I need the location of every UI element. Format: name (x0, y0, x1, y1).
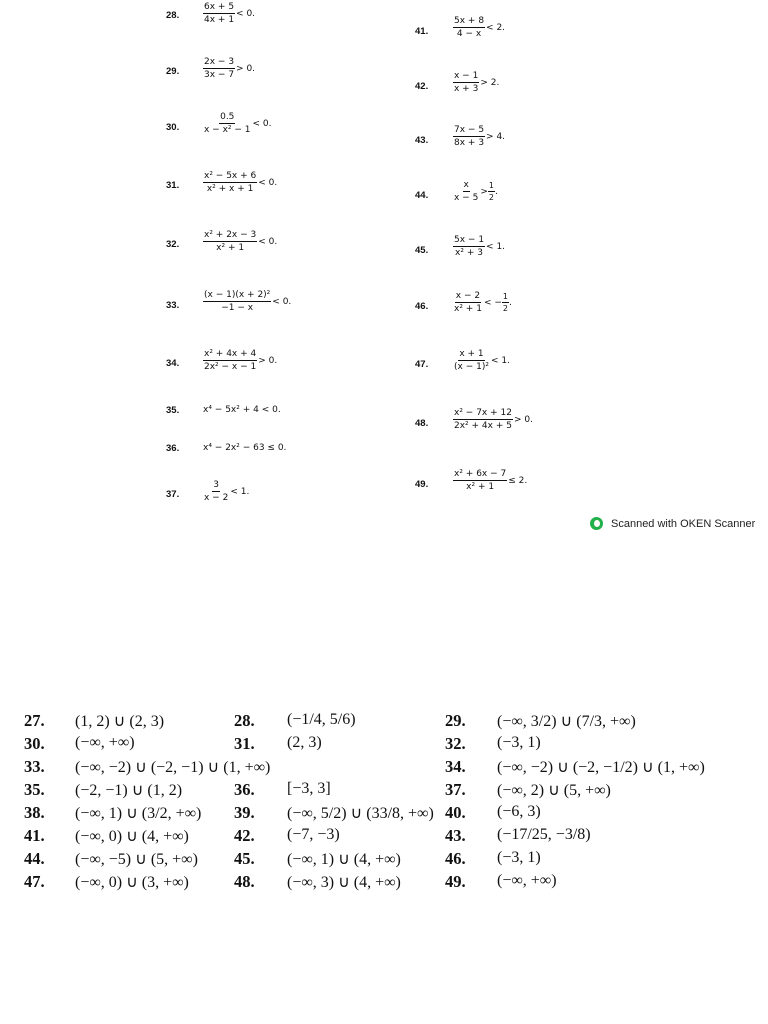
end-mark: . (508, 297, 512, 308)
fraction (453, 235, 485, 258)
relation: < − (483, 297, 502, 308)
problem-number: 42. (415, 81, 429, 92)
problem-number: 48. (415, 418, 429, 429)
answer-value: (−3, 1) (497, 734, 541, 751)
problem-number: 34. (166, 358, 180, 369)
denominator: (x − 1)² (454, 362, 489, 372)
denominator: 2x² − x − 1 (204, 362, 257, 372)
denominator: x² + 3 (455, 248, 483, 258)
problem-number: 31. (166, 180, 180, 191)
denominator: 2x² + 4x + 5 (454, 421, 512, 431)
inequality-33 (203, 290, 291, 313)
denominator: x − 2 (204, 493, 229, 503)
answer-number: 37. (445, 780, 466, 799)
inequality-43 (453, 125, 505, 148)
fraction (203, 112, 252, 135)
fraction (203, 171, 257, 194)
inequality-31 (203, 171, 277, 194)
fraction (453, 291, 483, 314)
numerator: x² − 7x + 12 (454, 408, 512, 418)
denominator: x² + 1 (466, 482, 495, 492)
answer-number: 41. (24, 826, 45, 845)
answer-value: (−17/25, −3/8) (497, 826, 591, 843)
problem-number: 49. (415, 479, 429, 490)
numerator: 1 (488, 181, 494, 190)
scanner-watermark (590, 517, 755, 530)
fraction (203, 2, 235, 25)
inequality-36: x⁴ − 2x² − 63 ≤ 0. (203, 443, 287, 453)
numerator: 5x + 8 (454, 16, 485, 26)
inequality-30 (203, 112, 272, 135)
fraction (203, 290, 271, 313)
fraction-rhs (502, 292, 509, 313)
inequality-28 (203, 2, 255, 25)
denominator: x − x² − 1 (204, 125, 251, 135)
inequality-42 (453, 71, 499, 94)
answer-number: 40. (445, 803, 466, 822)
answer-number: 43. (445, 826, 466, 845)
relation: > (480, 186, 488, 197)
answer-value: [−3, 3] (287, 780, 331, 797)
fraction (203, 480, 229, 503)
answer-value: (−∞, 5/2) ∪ (33/8, +∞) (287, 805, 434, 822)
numerator: 2x − 3 (204, 57, 235, 67)
relation: > 0. (513, 414, 533, 425)
numerator: x² + 6x − 7 (454, 469, 507, 479)
numerator: x − 2 (455, 291, 481, 301)
numerator: 6x + 5 (204, 2, 235, 12)
answer-number: 39. (234, 803, 255, 822)
answer-value: (1, 2) ∪ (2, 3) (75, 713, 165, 730)
answer-value: (−6, 3) (497, 803, 541, 820)
fraction-rhs (488, 181, 495, 202)
inequality-35: x⁴ − 5x² + 4 < 0. (203, 405, 281, 415)
problem-number: 45. (415, 245, 429, 256)
answer-value: (−∞, 3/2) ∪ (7/3, +∞) (497, 713, 636, 730)
problem-number: 43. (415, 135, 429, 146)
fraction (453, 71, 479, 94)
inequality-32 (203, 230, 277, 253)
denominator: 8x + 3 (454, 138, 485, 148)
answer-value: (−∞, +∞) (75, 734, 135, 751)
answer-value: (−∞, −2) ∪ (−2, −1/2) ∪ (1, +∞) (497, 759, 705, 776)
answer-number: 32. (445, 734, 466, 753)
numerator: x + 1 (459, 349, 484, 359)
answer-value: (−1/4, 5/6) (287, 711, 356, 728)
fraction (203, 349, 257, 372)
inequality-45 (453, 235, 505, 258)
inequality-49 (453, 469, 527, 492)
fraction (453, 349, 490, 372)
answer-number: 48. (234, 872, 255, 891)
problem-number: 35. (166, 405, 180, 416)
problem-number: 44. (415, 190, 429, 201)
answer-value: (−∞, 0) ∪ (4, +∞) (75, 828, 189, 845)
answer-value: (−2, −1) ∪ (1, 2) (75, 782, 183, 799)
inequality-46 (453, 291, 512, 314)
numerator: 3 (213, 480, 220, 490)
answer-number: 29. (445, 711, 466, 730)
denominator: 4x + 1 (204, 15, 235, 25)
answer-number: 35. (24, 780, 45, 799)
problem-number: 28. (166, 10, 180, 21)
numerator: (x − 1)(x + 2)² (204, 290, 271, 300)
answer-number: 45. (234, 849, 255, 868)
answer-value: (−∞, 2) ∪ (5, +∞) (497, 782, 611, 799)
answer-number: 49. (445, 872, 466, 891)
inequality-37 (203, 480, 249, 503)
denominator: x² + 1 (454, 304, 482, 314)
relation: < 0. (272, 296, 292, 307)
fraction (453, 408, 513, 431)
answer-value: (−∞, 0) ∪ (3, +∞) (75, 874, 189, 891)
numerator: 0.5 (220, 112, 235, 122)
denominator: −1 − x (221, 303, 254, 313)
problem-number: 46. (415, 301, 429, 312)
fraction (453, 125, 485, 148)
answer-value: (−∞, −2) ∪ (−2, −1) ∪ (1, +∞) (75, 759, 271, 776)
relation: < 0. (258, 236, 278, 247)
answer-number: 28. (234, 711, 255, 730)
relation: > 2. (480, 77, 500, 88)
relation: < 1. (490, 355, 510, 366)
denominator: 2 (488, 193, 494, 202)
inequality-34 (203, 349, 277, 372)
relation: < 0. (258, 177, 278, 188)
answer-number: 46. (445, 849, 466, 868)
answer-number: 27. (24, 711, 45, 730)
answer-value: (−∞, 3) ∪ (4, +∞) (287, 874, 401, 891)
inequality-48 (453, 408, 533, 431)
problem-number: 37. (166, 489, 180, 500)
end-mark: . (494, 186, 498, 197)
denominator: x² + 1 (216, 243, 245, 253)
answer-number: 30. (24, 734, 45, 753)
fraction (453, 16, 485, 39)
relation: < 1. (230, 486, 250, 497)
denominator: x − 5 (454, 193, 479, 203)
fraction (203, 57, 235, 80)
relation: < 2. (486, 22, 506, 33)
fraction (453, 469, 507, 492)
answer-number: 44. (24, 849, 45, 868)
relation: < 0. (252, 118, 272, 129)
answer-number: 42. (234, 826, 255, 845)
denominator: 3x − 7 (204, 70, 235, 80)
answer-value: (−∞, −5) ∪ (5, +∞) (75, 851, 198, 868)
numerator: 1 (502, 292, 508, 301)
fraction (203, 230, 257, 253)
oken-scanner-logo-icon (590, 517, 603, 530)
answer-value: (−∞, 1) ∪ (4, +∞) (287, 851, 401, 868)
relation: < 1. (486, 241, 506, 252)
numerator: x − 1 (454, 71, 479, 81)
numerator: 7x − 5 (454, 125, 485, 135)
scanner-label: Scanned with OKEN Scanner (611, 517, 756, 530)
answer-number: 36. (234, 780, 255, 799)
answer-number: 31. (234, 734, 255, 753)
problem-number: 32. (166, 239, 180, 250)
numerator: x² − 5x + 6 (204, 171, 257, 181)
answer-value: (−∞, +∞) (497, 872, 557, 889)
denominator: x + 3 (454, 84, 479, 94)
relation: > 0. (236, 63, 256, 74)
inequality-44 (453, 180, 498, 203)
answer-value: (−7, −3) (287, 826, 340, 843)
relation: > 0. (258, 355, 278, 366)
numerator: 5x − 1 (454, 235, 485, 245)
relation: ≤ 2. (508, 475, 528, 486)
problem-number: 30. (166, 122, 180, 133)
problem-number: 29. (166, 66, 180, 77)
problem-number: 47. (415, 359, 429, 370)
inequality-47 (453, 349, 510, 372)
answer-value: (−∞, 1) ∪ (3/2, +∞) (75, 805, 202, 822)
answer-number: 47. (24, 872, 45, 891)
numerator: x² + 2x − 3 (204, 230, 257, 240)
inequality-29 (203, 57, 255, 80)
answer-number: 33. (24, 757, 45, 776)
inequality-41 (453, 16, 505, 39)
numerator: x² + 4x + 4 (204, 349, 257, 359)
answer-value: (−3, 1) (497, 849, 541, 866)
numerator: x (463, 180, 469, 190)
problem-number: 33. (166, 300, 180, 311)
relation: < 0. (236, 8, 256, 19)
problem-number: 41. (415, 26, 429, 37)
denominator: 4 − x (456, 29, 482, 39)
denominator: 2 (502, 304, 508, 313)
relation: > 4. (486, 131, 506, 142)
denominator: x² + x + 1 (206, 184, 254, 194)
answer-number: 34. (445, 757, 466, 776)
problem-number: 36. (166, 443, 180, 454)
fraction (453, 180, 479, 203)
answer-value: (2, 3) (287, 734, 322, 751)
answer-number: 38. (24, 803, 45, 822)
